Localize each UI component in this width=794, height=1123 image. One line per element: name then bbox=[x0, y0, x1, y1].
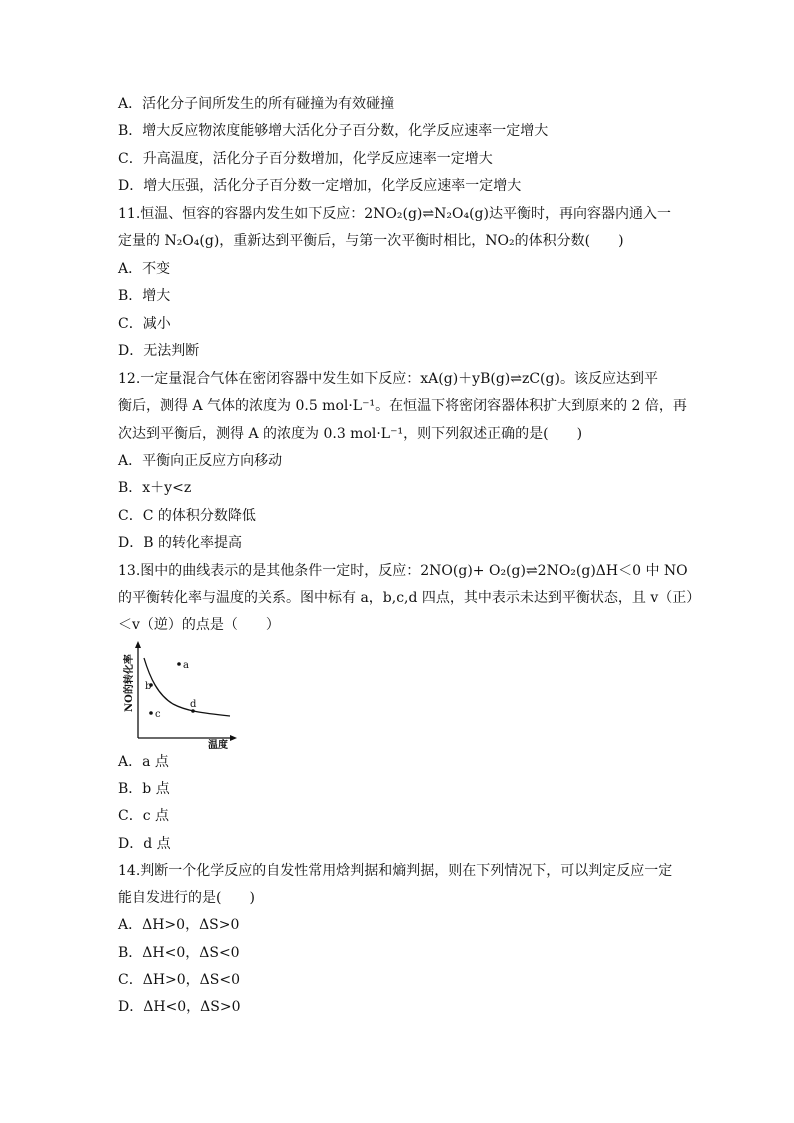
q10-option-b: B．增大反应物浓度能够增大活化分子百分数，化学反应速率一定增大 bbox=[118, 123, 549, 139]
point-a-label: a bbox=[183, 660, 189, 671]
q14-option-b: B．ΔH<0，ΔS<0 bbox=[118, 945, 240, 961]
q12-option-c: C．C 的体积分数降低 bbox=[118, 508, 256, 524]
q14-option-c: C．ΔH>0，ΔS<0 bbox=[118, 972, 241, 988]
point-a bbox=[177, 662, 181, 666]
x-axis-arrow bbox=[230, 735, 237, 741]
q13-option-b: B．b 点 bbox=[118, 781, 170, 797]
q13-option-c: C．c 点 bbox=[118, 808, 170, 824]
point-b-label: b bbox=[145, 681, 152, 692]
q11-stem-line1: 11.恒温、恒容的容器内发生如下反应：2NO₂(g)⇌N₂O₄(g)达平衡时，再向容器内通入一 bbox=[118, 206, 671, 222]
q11-option-d: D．无法判断 bbox=[118, 343, 200, 359]
q11-option-b: B．增大 bbox=[118, 288, 171, 304]
y-axis-arrow bbox=[135, 641, 141, 648]
q14-stem-line2: 能自发进行的是( ) bbox=[118, 890, 255, 906]
q12-stem-line2: 衡后，测得 A 气体的浓度为 0.5 mol·L⁻¹。在恒温下将密闭容器体积扩大到原来的 2 倍，再 bbox=[118, 398, 687, 414]
point-c bbox=[149, 711, 153, 715]
q10-option-c: C．升高温度，活化分子百分数增加，化学反应速率一定增大 bbox=[118, 151, 493, 167]
q12-stem-line3: 次达到平衡后，测得 A 的浓度为 0.3 mol·L⁻¹，则下列叙述正确的是( ) bbox=[118, 426, 583, 442]
q14-option-d: D．ΔH<0，ΔS>0 bbox=[118, 999, 241, 1015]
q12-option-b: B．x＋y<z bbox=[118, 480, 192, 496]
q14-option-a: A．ΔH>0，ΔS>0 bbox=[118, 917, 240, 933]
q12-option-d: D．B 的转化率提高 bbox=[118, 535, 242, 551]
y-axis-label: NO的转化率 bbox=[124, 654, 135, 712]
q10-option-d: D．增大压强，活化分子百分数一定增加，化学反应速率一定增大 bbox=[118, 178, 522, 194]
q11-option-c: C．减小 bbox=[118, 316, 171, 332]
q12-option-a: A．平衡向正反应方向移动 bbox=[118, 453, 283, 469]
q13-stem-line1: 13.图中的曲线表示的是其他条件一定时，反应：2NO(g)+ O₂(g)⇌2NO₂(g)ΔH＜0 中 NO bbox=[118, 563, 688, 579]
point-d-label: d bbox=[190, 699, 197, 710]
q10-option-a: A．活化分子间所发生的所有碰撞为有效碰撞 bbox=[118, 96, 395, 112]
x-axis-label: 温度 bbox=[208, 740, 228, 750]
q13-stem-line3: ＜v（逆）的点是（ ） bbox=[118, 617, 280, 633]
q13-stem-line2: 的平衡转化率与温度的关系。图中标有 a，b,c,d 四点，其中表示未达到平衡状态，且 v（正） bbox=[118, 590, 701, 606]
q12-stem-line1: 12.一定量混合气体在密闭容器中发生如下反应：xA(g)＋yB(g)⇌zC(g)。该反应达到平 bbox=[118, 371, 658, 387]
q11-option-a: A．不变 bbox=[118, 261, 171, 277]
point-c-label: c bbox=[155, 709, 161, 720]
conversion-temperature-figure bbox=[118, 640, 238, 750]
q14-stem-line1: 14.判断一个化学反应的自发性常用焓判据和熵判据，则在下列情况下，可以判定反应一定 bbox=[118, 863, 673, 879]
q13-option-a: A．a 点 bbox=[118, 754, 169, 770]
q11-stem-line2: 定量的 N₂O₄(g)，重新达到平衡后，与第一次平衡时相比，NO₂的体积分数( ) bbox=[118, 233, 624, 249]
q13-option-d: D．d 点 bbox=[118, 836, 171, 852]
